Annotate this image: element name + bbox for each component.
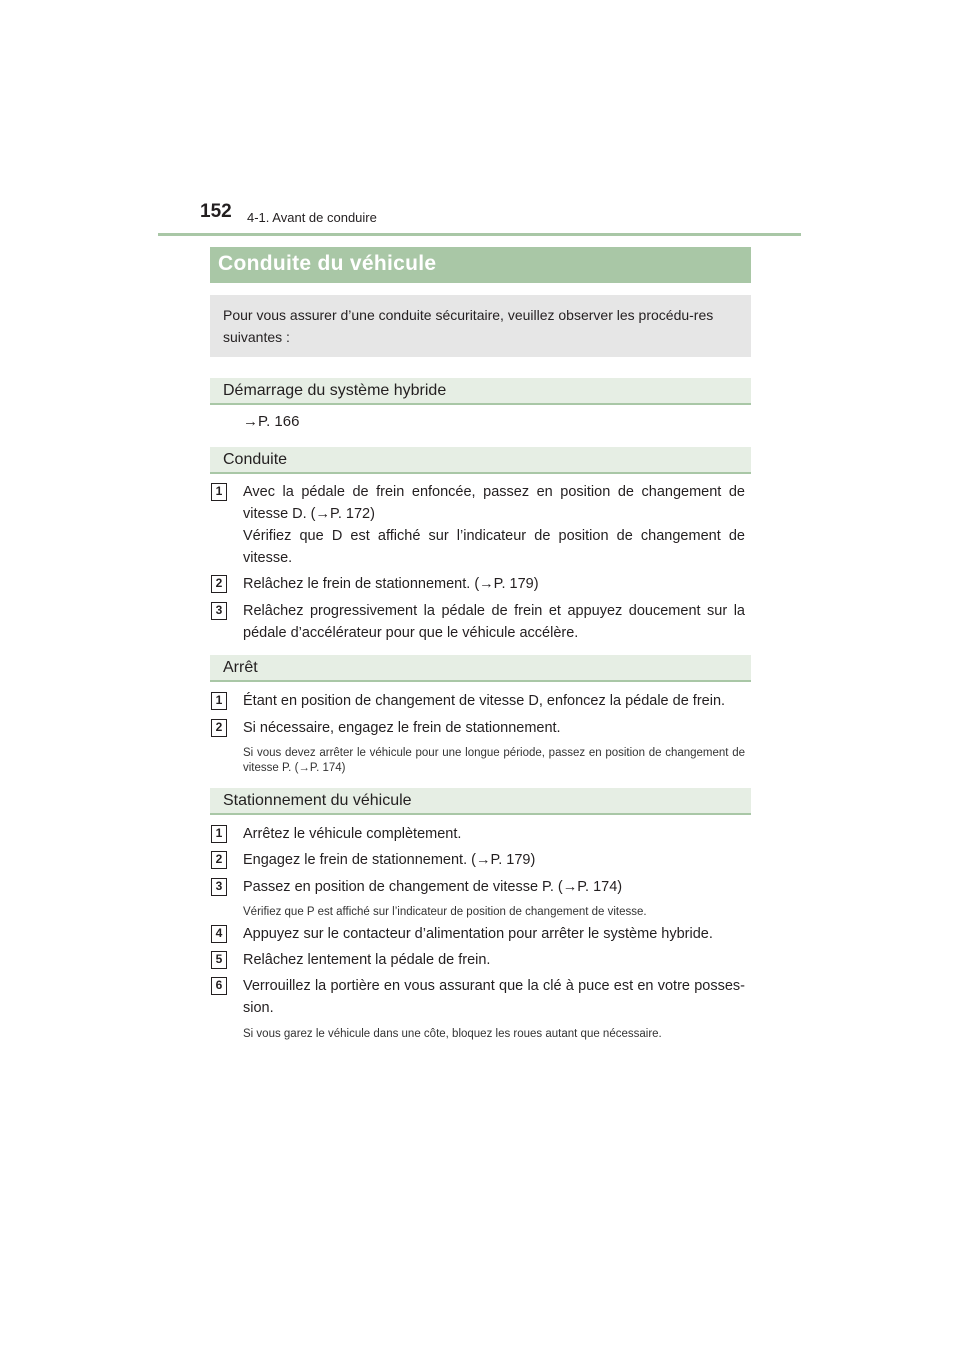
step-number: 4 [211, 925, 227, 943]
step-text: Étant en position de changement de vitesse D, enfoncez la pédale de frein. [243, 693, 726, 709]
step-text: Relâchez lentement la pédale de frein. [243, 952, 491, 968]
step-number: 3 [211, 602, 227, 620]
step-number: 1 [211, 692, 227, 710]
step-text: Appuyez sur le contacteur d’alimentation pour arrêter le système hybride. [243, 926, 713, 942]
step-text: Relâchez le frein de stationnement. (→P. 179) [243, 576, 539, 592]
step-note: Vérifiez que P est affiché sur l’indicateur de position de changement de vitesse. [243, 906, 647, 918]
step-text: Passez en position de changement de vitesse P. (→P. 174) [243, 879, 623, 895]
step-number: 2 [211, 719, 227, 737]
section-reference: 4-1. Avant de conduire [247, 210, 377, 225]
page-title: Conduite du véhicule [218, 252, 437, 275]
intro-box: Pour vous assurer d’une conduite sécuritaire, veuillez observer les procédu-res suivantes : [210, 295, 751, 357]
step-text: Engagez le frein de stationnement. (→P. 179) [243, 852, 536, 868]
demarrage-page-link[interactable]: →P. 166 [243, 413, 300, 430]
subheading-arret [210, 655, 751, 682]
subheading-stationnement [210, 788, 751, 815]
step-number: 1 [211, 825, 227, 843]
page-title-bar [210, 247, 751, 283]
header-rule [158, 233, 801, 236]
step-text: Relâchez progressivement la pédale de frein et appuyez doucement sur la pédale d’accélérateur pour que le véhicule accélère. [243, 603, 745, 641]
step-number: 5 [211, 951, 227, 969]
step-note: Si vous devez arrêter le véhicule pour une longue période, passez en position de changement de vitesse P. (→P. 174) [243, 747, 745, 774]
subheading-stationnement-label: Stationnement du véhicule [223, 792, 412, 809]
step-note: Si vous garez le véhicule dans une côte, bloquez les roues autant que nécessaire. [243, 1028, 662, 1040]
step-text: Si nécessaire, engagez le frein de stationnement. [243, 720, 561, 736]
subheading-demarrage [210, 378, 751, 405]
step-number: 3 [211, 878, 227, 896]
step-text: Avec la pédale de frein enfoncée, passez en position de changement de vitesse D. (→P. 172) [243, 484, 745, 522]
subheading-arret-label: Arrêt [223, 659, 258, 676]
subheading-demarrage-label: Démarrage du système hybride [223, 382, 447, 399]
step-number: 2 [211, 575, 227, 593]
step-text-continued: Vérifiez que D est affiché sur l’indicateur de position de changement de vitesse. [243, 528, 745, 566]
page-number: 152 [200, 201, 232, 222]
step-text: Verrouillez la portière en vous assurant que la clé à puce est en votre posses-sion. [243, 978, 745, 1016]
step-number: 2 [211, 851, 227, 869]
subheading-conduite-label: Conduite [223, 451, 288, 468]
step-number: 6 [211, 977, 227, 995]
step-text: Arrêtez le véhicule complètement. [243, 826, 462, 842]
subheading-conduite [210, 447, 751, 474]
step-number: 1 [211, 483, 227, 501]
